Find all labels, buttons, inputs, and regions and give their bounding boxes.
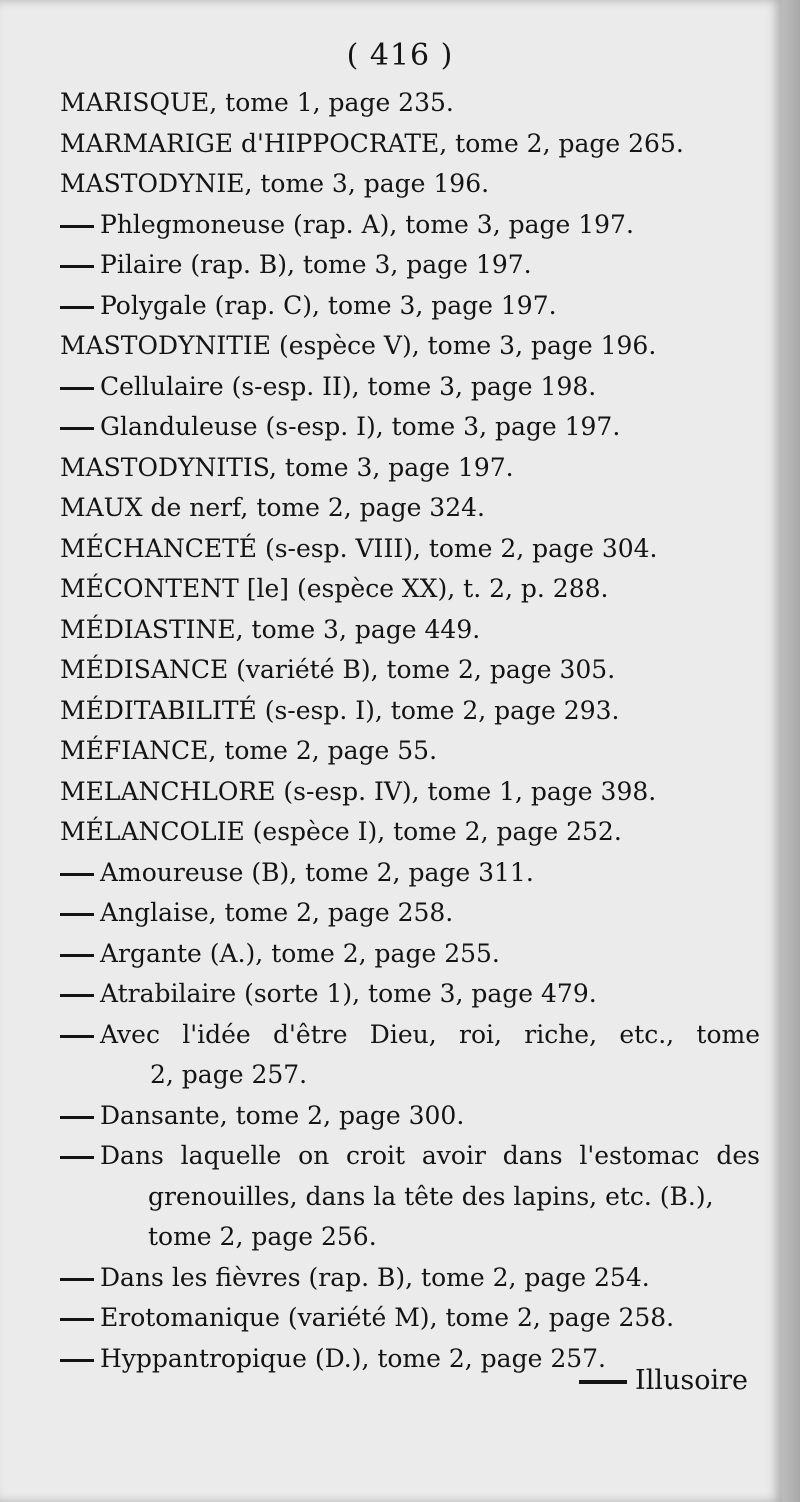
index-entry bbox=[60, 164, 760, 205]
entry-text: MAUX de nerf, tome 2, page 324. bbox=[60, 493, 485, 522]
entry-dash bbox=[60, 954, 94, 957]
entry-text: 2, page 257. bbox=[150, 1060, 308, 1089]
entry-dash bbox=[60, 913, 94, 916]
index-entry bbox=[60, 610, 760, 651]
index-entry-continuation bbox=[60, 1055, 760, 1096]
entry-dash bbox=[60, 1156, 94, 1159]
entry-dash bbox=[60, 306, 94, 309]
entry-dash bbox=[60, 1278, 94, 1281]
index-subentry bbox=[60, 1096, 760, 1137]
entry-text: MÉDITABILITÉ (s-esp. I), tome 2, page 293. bbox=[60, 695, 620, 725]
entry-text: Hyppantropique (D.), tome 2, page 257. bbox=[100, 1343, 606, 1373]
index-subentry bbox=[60, 934, 760, 975]
entry-text: Dans les fièvres (rap. B), tome 2, page 254. bbox=[100, 1262, 650, 1292]
entry-dash bbox=[60, 225, 94, 228]
entry-dash bbox=[60, 994, 94, 997]
entry-text: MASTODYNITIS, tome 3, page 197. bbox=[60, 452, 514, 482]
entry-text: Glanduleuse (s-esp. I), tome 3, page 197. bbox=[100, 412, 621, 441]
index-subentry bbox=[60, 407, 760, 448]
entry-dash bbox=[60, 387, 94, 390]
index-entries bbox=[60, 83, 760, 1379]
entry-text: Dans laquelle on croit avoir dans l'estomac des bbox=[100, 1141, 760, 1170]
entry-text: MÉCONTENT [le] (espèce XX), t. 2, p. 288. bbox=[60, 574, 609, 603]
entry-dash bbox=[60, 1035, 94, 1038]
entry-text: Pilaire (rap. B), tome 3, page 197. bbox=[100, 250, 532, 279]
index-entry bbox=[60, 772, 760, 813]
index-entry bbox=[60, 124, 760, 165]
entry-text: Atrabilaire (sorte 1), tome 3, page 479. bbox=[100, 979, 597, 1008]
index-entry bbox=[60, 326, 760, 367]
catchword-dash bbox=[579, 1380, 627, 1384]
entry-text: Phlegmoneuse (rap. A), tome 3, page 197. bbox=[100, 209, 634, 239]
entry-dash bbox=[60, 1318, 94, 1321]
entry-dash bbox=[60, 427, 94, 430]
entry-text: Erotomanique (variété M), tome 2, page 258. bbox=[100, 1303, 675, 1332]
index-entry-continuation bbox=[60, 1217, 760, 1258]
entry-text: MÉDISANCE (variété B), tome 2, page 305. bbox=[60, 655, 616, 684]
index-entry bbox=[60, 691, 760, 732]
index-entry bbox=[60, 83, 760, 124]
index-subentry bbox=[60, 893, 760, 934]
page-number: ( 416 ) bbox=[346, 38, 454, 73]
entry-dash bbox=[60, 1116, 94, 1119]
entry-text: MASTODYNITIE (espèce V), tome 3, page 196. bbox=[60, 331, 657, 360]
index-entry bbox=[60, 529, 760, 570]
index-entry-continuation bbox=[60, 1177, 760, 1218]
entry-text: Dansante, tome 2, page 300. bbox=[100, 1100, 465, 1130]
index-subentry bbox=[60, 367, 760, 408]
index-subentry bbox=[60, 245, 760, 286]
index-subentry bbox=[60, 1258, 760, 1299]
index-entry bbox=[60, 569, 760, 610]
catchword-text: Illusoire bbox=[635, 1365, 748, 1396]
index-subentry bbox=[60, 1298, 760, 1339]
entry-text: MÉDIASTINE, tome 3, page 449. bbox=[60, 614, 481, 644]
entry-text: Avec l'idée d'être Dieu, roi, riche, etc., tome bbox=[100, 1019, 760, 1049]
entry-dash bbox=[60, 265, 94, 268]
index-entry bbox=[60, 650, 760, 691]
index-subentry bbox=[60, 974, 760, 1015]
entry-text: Amoureuse (B), tome 2, page 311. bbox=[100, 857, 534, 887]
index-subentry bbox=[60, 1015, 760, 1056]
index-subentry bbox=[60, 1136, 760, 1177]
entry-text: MÉFIANCE, tome 2, page 55. bbox=[60, 736, 438, 765]
index-subentry bbox=[60, 205, 760, 246]
index-entry bbox=[60, 488, 760, 529]
entry-text: Anglaise, tome 2, page 258. bbox=[100, 898, 454, 927]
entry-text: MÉLANCOLIE (espèce I), tome 2, page 252. bbox=[60, 817, 622, 846]
entry-text: tome 2, page 256. bbox=[148, 1222, 377, 1251]
entry-dash bbox=[60, 1359, 94, 1362]
page-edge bbox=[782, 0, 800, 1502]
entry-text: MARISQUE, tome 1, page 235. bbox=[60, 88, 454, 117]
entry-text: Polygale (rap. C), tome 3, page 197. bbox=[100, 290, 557, 320]
entry-text: MASTODYNIE, tome 3, page 196. bbox=[60, 169, 490, 198]
entry-text: MELANCHLORE (s-esp. IV), tome 1, page 398. bbox=[60, 776, 657, 806]
index-entry bbox=[60, 731, 760, 772]
entry-text: Cellulaire (s-esp. II), tome 3, page 198. bbox=[100, 371, 597, 401]
entry-text: Argante (A.), tome 2, page 255. bbox=[100, 938, 500, 968]
entry-text: MÉCHANCETÉ (s-esp. VIII), tome 2, page 304. bbox=[60, 533, 658, 563]
index-subentry bbox=[60, 853, 760, 894]
entry-text: grenouilles, dans la tête des lapins, etc. (B.), bbox=[148, 1181, 714, 1211]
catchword bbox=[635, 1361, 748, 1401]
index-subentry bbox=[60, 286, 760, 327]
entry-dash bbox=[60, 873, 94, 876]
index-entry bbox=[60, 448, 760, 489]
index-entry bbox=[60, 812, 760, 853]
entry-text: MARMARIGE d'HIPPOCRATE, tome 2, page 265. bbox=[60, 128, 684, 158]
